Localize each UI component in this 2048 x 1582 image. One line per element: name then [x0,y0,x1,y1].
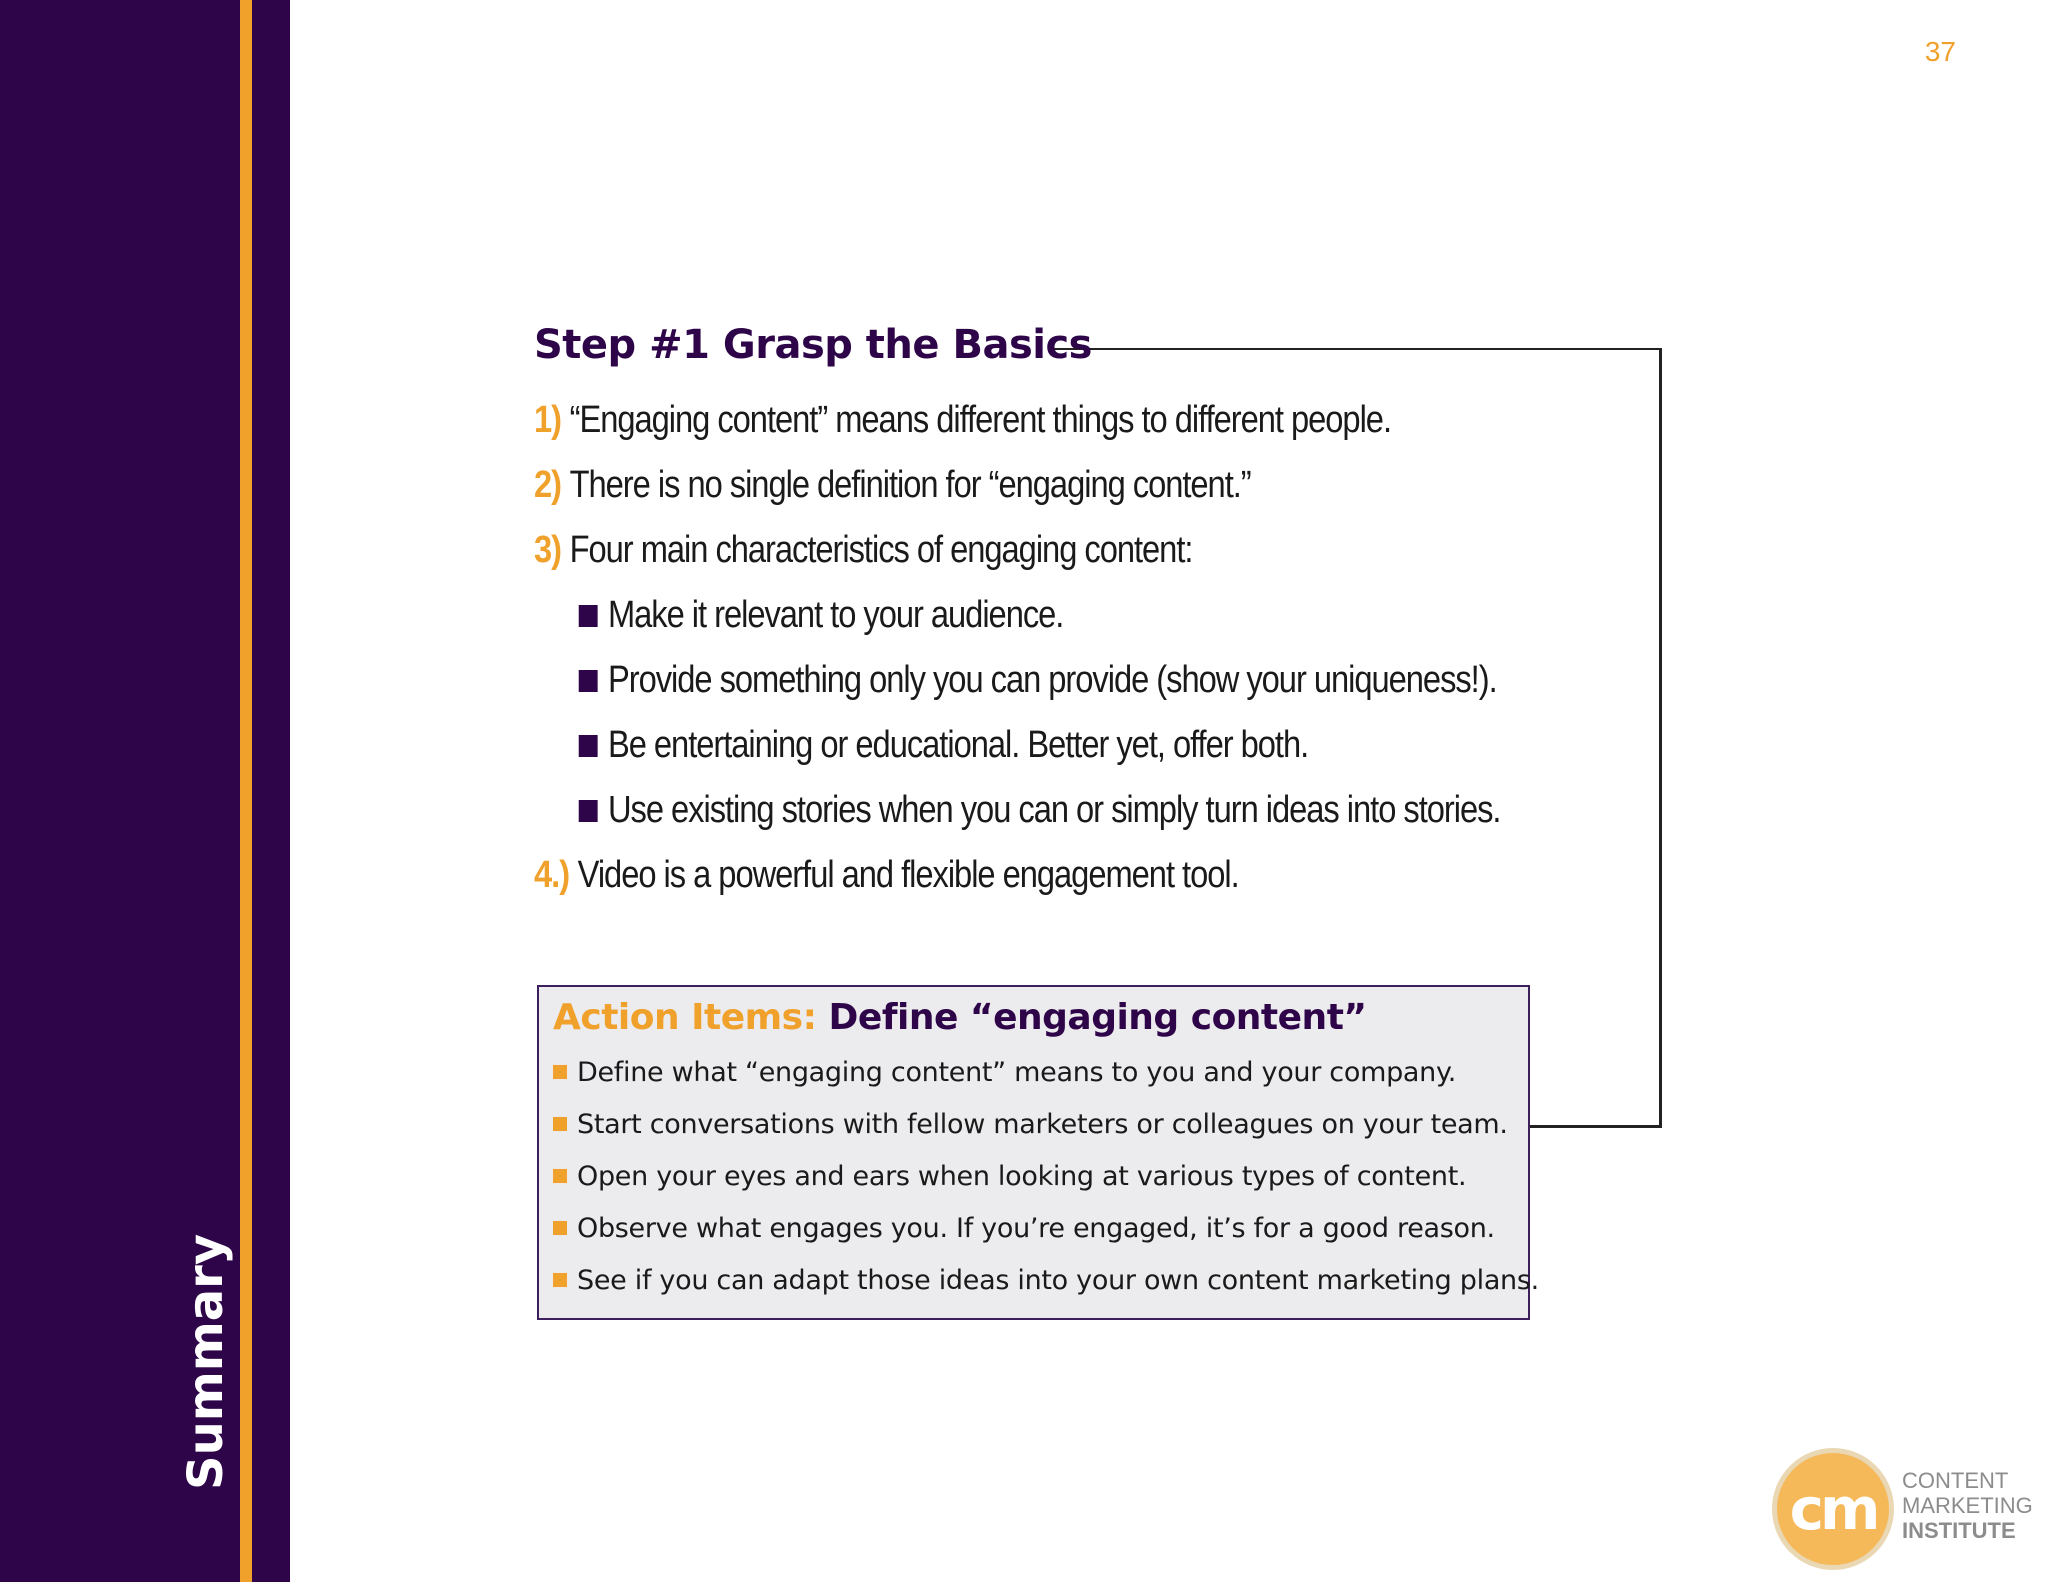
point-text: Four main characteristics of engaging content: [569,529,1193,571]
action-item-text: Define what “engaging content” means to you and your company. [577,1056,1457,1088]
action-items-list [553,1046,1539,1306]
sub-point [534,713,1500,778]
point-text: “Engaging content” means different things to different people. [569,399,1391,441]
page-number: 37 [1924,36,1956,67]
connector-line-bottom [1530,1125,1662,1128]
point-number: 2) [534,464,561,506]
sub-point-text: Be entertaining or educational. Better yet, offer both. [607,724,1309,766]
action-item [553,1254,1539,1306]
step-point [534,518,1500,583]
action-item-text: Start conversations with fellow marketers or colleagues on your team. [577,1108,1508,1140]
logo-circle-icon [1772,1448,1894,1570]
logo-line: CONTENT [1902,1468,2009,1493]
orange-square-bullet-icon [553,1221,567,1235]
step-point [534,843,1500,908]
sub-point-text: Use existing stories when you can or simply turn ideas into stories. [607,789,1501,831]
action-items-heading [553,997,1528,1038]
sidebar-stripe [240,0,252,1582]
action-items-title: Define “engaging content” [828,997,1367,1038]
point-text: There is no single definition for “engaging content.” [569,464,1251,506]
sub-point-text: Make it relevant to your audience. [607,594,1064,636]
point-number: 4.) [534,854,570,896]
action-item [553,1046,1528,1098]
connector-line-top [1050,348,1662,350]
action-item-text: Open your eyes and ears when looking at various types of content. [577,1160,1467,1192]
square-bullet-icon [579,800,598,822]
orange-square-bullet-icon [553,1117,567,1131]
square-bullet-icon [579,670,598,692]
point-number: 3) [534,529,561,571]
logo-initials: cm [1789,1475,1877,1543]
action-item [553,1202,1528,1254]
action-item-text: See if you can adapt those ideas into your own content marketing plans. [577,1264,1539,1296]
orange-square-bullet-icon [553,1065,567,1079]
cmi-logo [1772,1448,2048,1572]
orange-square-bullet-icon [553,1169,567,1183]
logo-line: MARKETING [1902,1493,2033,1518]
sub-point [534,778,1500,843]
sub-point [534,648,1500,713]
step-point [534,388,1500,453]
sidebar-title: Summary [178,1233,234,1490]
square-bullet-icon [579,735,598,757]
sub-point-text: Provide something only you can provide (show your uniqueness!). [607,659,1497,701]
step-title: Step #1 Grasp the Basics [534,322,1092,368]
step-point [534,453,1500,518]
square-bullet-icon [579,605,598,627]
action-item [553,1150,1528,1202]
orange-square-bullet-icon [553,1273,567,1287]
action-items-box [537,985,1539,1320]
logo-line: INSTITUTE [1902,1518,2016,1543]
sub-point [534,583,1500,648]
logo-wordmark [1902,1468,2033,1543]
step-points-list [534,388,1658,908]
point-text: Video is a powerful and flexible engagement tool. [577,854,1239,896]
connector-line-right [1659,348,1662,1128]
action-item [553,1098,1528,1150]
action-items-label: Action Items: [553,997,817,1038]
action-item-text: Observe what engages you. If you’re engaged, it’s for a good reason. [577,1212,1495,1244]
point-number: 1) [534,399,561,441]
